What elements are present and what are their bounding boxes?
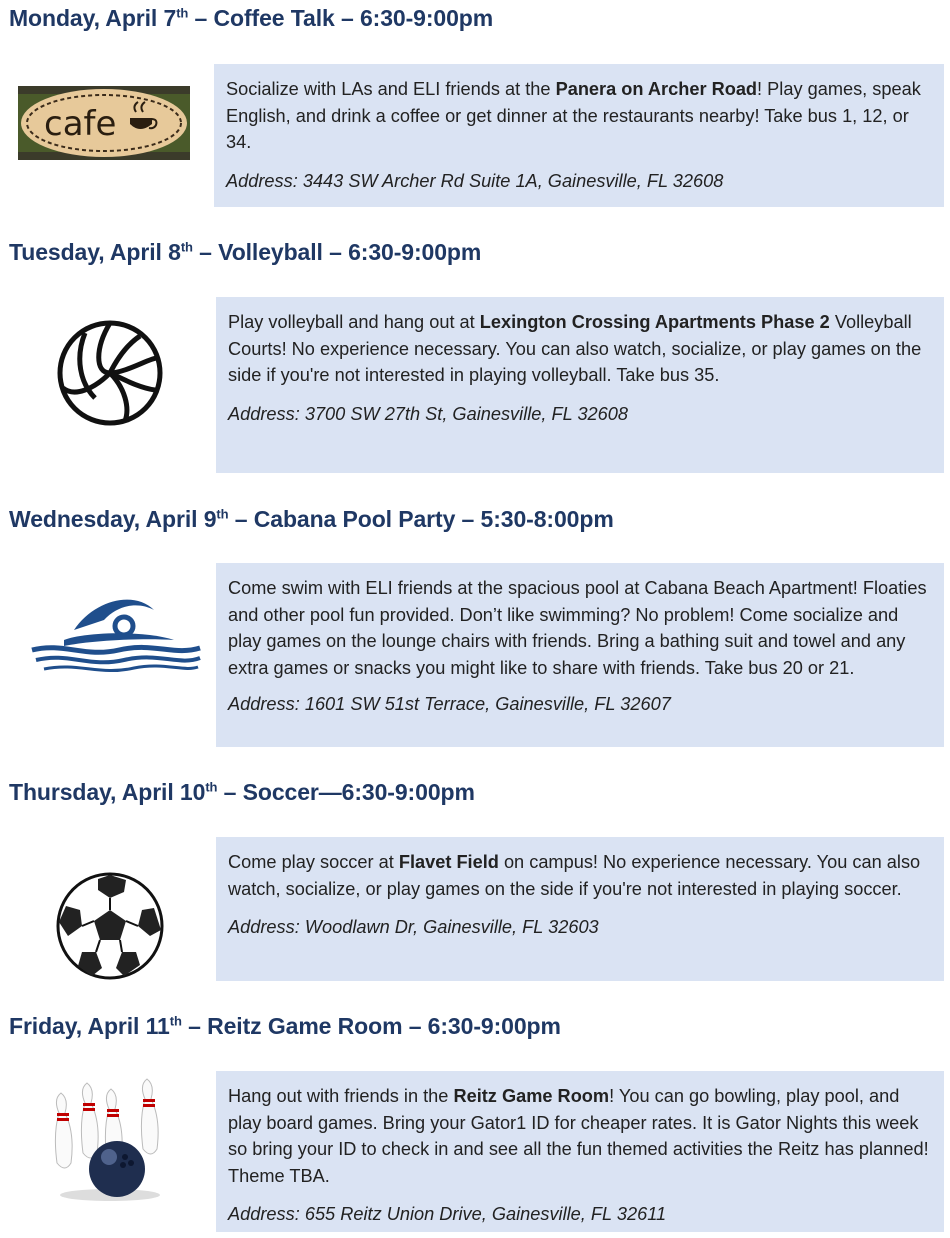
event-address: Address: 3443 SW Archer Rd Suite 1A, Gainesville, FL 32608	[226, 170, 724, 191]
cafe-sign-icon	[18, 86, 190, 160]
event-address: Address: 655 Reitz Union Drive, Gainesville, FL 32611	[228, 1204, 667, 1224]
event-card	[216, 297, 944, 473]
event-heading: Tuesday, April 8th – Volleyball – 6:30-9:00pm	[9, 239, 482, 265]
event-heading: Thursday, April 10th – Soccer—6:30-9:00pm	[9, 779, 475, 805]
swimmer-icon	[24, 590, 204, 674]
event-address: Address: 3700 SW 27th St, Gainesville, FL 32608	[228, 403, 629, 424]
event-description: Hang out with friends in the Reitz Game Room! You can go bowling, play pool, and play board games. Bring your Gator1 ID for cheaper rates. It is Gator Nights this week so bring your ID to check in and see all the fun themed activities the Reitz has planned! Theme TBA.	[228, 1086, 929, 1186]
event-description: Come swim with ELI friends at the spacious pool at Cabana Beach Apartment! Floaties and other pool fun provided. Don’t like swimming? No problem! Come socialize and play games on the lounge chairs with friends. Bring a bathing suit and towel and any extra games or snacks you might like to share with friends. Take bus 20 or 21.	[228, 578, 927, 678]
event-description: Come play soccer at Flavet Field on campus! No experience necessary. You can also watch, socialize, or play games on the side if you're not interested in playing soccer.	[228, 852, 921, 899]
event-heading: Wednesday, April 9th – Cabana Pool Party – 5:30-8:00pm	[9, 506, 614, 532]
event-card	[216, 563, 944, 747]
soccer-ball-icon	[14, 870, 206, 982]
svg-text:cafe: cafe	[44, 104, 117, 144]
event-address: Address: Woodlawn Dr, Gainesville, FL 32603	[228, 917, 599, 937]
event-card	[216, 1071, 944, 1232]
event-heading: Monday, April 7th – Coffee Talk – 6:30-9:00pm	[9, 5, 494, 31]
event-card	[214, 64, 944, 207]
bowling-icon	[14, 1073, 206, 1203]
volleyball-icon	[14, 318, 206, 428]
event-description: Socialize with LAs and ELI friends at the Panera on Archer Road! Play games, speak English, and drink a coffee or get dinner at the restaurants nearby! Take bus 1, 12, or 34.	[226, 79, 921, 152]
event-heading: Friday, April 11th – Reitz Game Room – 6:30-9:00pm	[9, 1013, 561, 1039]
event-card	[216, 837, 944, 981]
event-address: Address: 1601 SW 51st Terrace, Gainesville, FL 32607	[228, 694, 671, 714]
event-description: Play volleyball and hang out at Lexington Crossing Apartments Phase 2 Volleyball Courts! No experience necessary. You can also watch, socialize, or play games on the side if you're not interested in playing volleyball. Take bus 35.	[228, 312, 922, 385]
